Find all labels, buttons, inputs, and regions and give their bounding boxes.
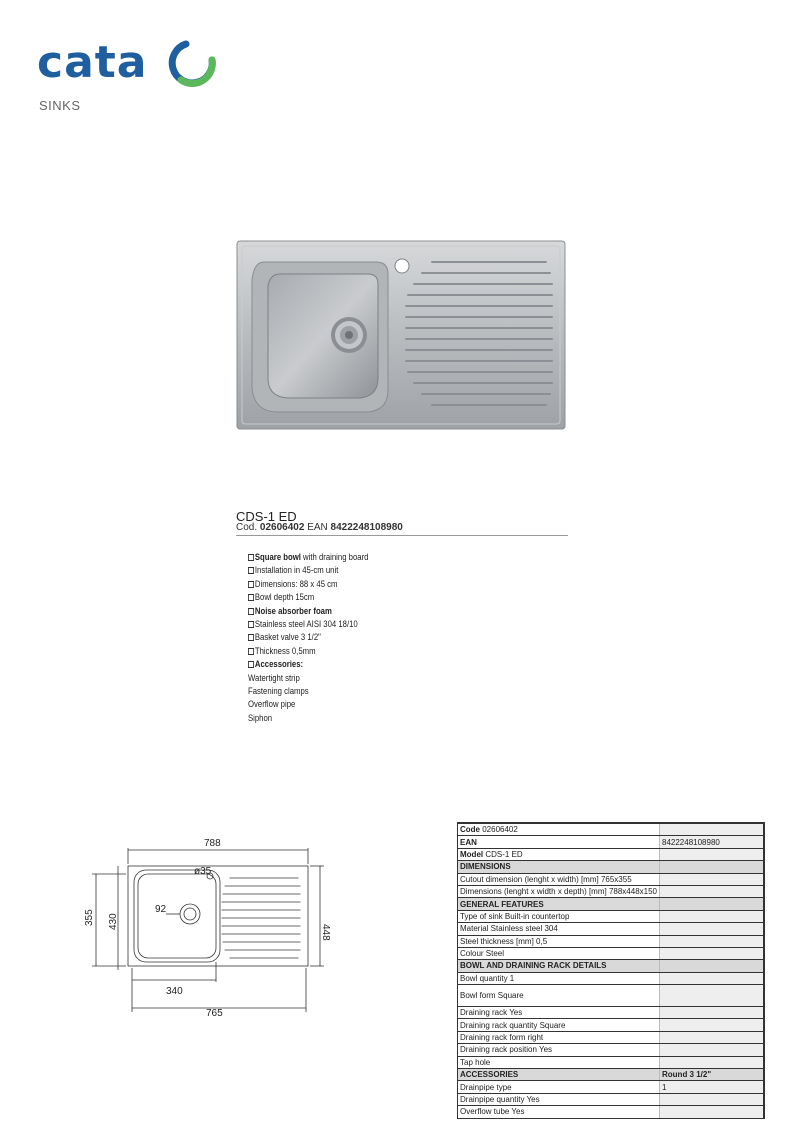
dim-bowl: 340: [166, 986, 183, 997]
cod-label: Cod.: [236, 522, 258, 533]
feature-item: [248, 658, 368, 671]
specs-value-cell: [660, 947, 765, 959]
specs-row: [458, 1093, 765, 1105]
specs-value-cell: [660, 1031, 765, 1043]
feature-item: [248, 564, 368, 577]
logo-wordmark: cata: [37, 37, 148, 88]
drawing-bowl: [138, 874, 216, 958]
specs-value-cell: [660, 1056, 765, 1068]
feature-item: [248, 605, 368, 618]
specs-value-cell: [660, 898, 765, 910]
specs-value-cell: [660, 1044, 765, 1056]
specs-label-cell: [458, 923, 660, 935]
specs-value: 02606402: [480, 825, 518, 835]
specs-value-cell: [660, 910, 765, 922]
specs-key: GENERAL FEATURES: [460, 899, 544, 909]
specs-value: Type of sink Built-in countertop: [460, 911, 570, 921]
specs-value-cell: [660, 1019, 765, 1031]
specs-value: Draining rack form right: [460, 1033, 544, 1043]
feature-item: [248, 551, 368, 564]
specs-label-cell: [458, 1069, 660, 1081]
title-divider: [236, 535, 568, 536]
feature-text: Stainless steel AISI 304 18/10: [254, 619, 358, 630]
sink-product-image: [236, 240, 566, 430]
specs-label-cell: [458, 1044, 660, 1056]
specs-row: [458, 848, 765, 860]
feature-bold: Accessories:: [254, 659, 304, 670]
feature-item: [248, 591, 368, 604]
specs-row: [458, 1106, 765, 1118]
feature-text: Bowl depth 15cm: [254, 592, 315, 603]
specs-label-cell: [458, 848, 660, 860]
specs-label-cell: [458, 836, 660, 848]
product-ean: 8422248108980: [330, 522, 403, 533]
feature-item: [248, 618, 368, 631]
specs-value-cell: [660, 972, 765, 984]
specs-label-cell: [458, 898, 660, 910]
specs-value: Bowl quantity 1: [460, 973, 515, 983]
specs-label-cell: [458, 873, 660, 885]
specs-key: BOWL AND DRAINING RACK DETAILS: [460, 961, 607, 971]
dim-right: 448: [320, 924, 331, 941]
checkbox-icon: [248, 634, 254, 641]
specs-label-cell: [458, 910, 660, 922]
specs-row: [458, 935, 765, 947]
specs-key: Code: [460, 825, 480, 835]
feature-bold: Square bowl: [254, 552, 301, 562]
specs-label-cell: [458, 823, 660, 836]
specs-row: [458, 947, 765, 959]
dim-width-bottom: 765: [206, 1008, 223, 1019]
specs-value-cell: [660, 1106, 765, 1118]
dim-left-inner: 430: [108, 913, 119, 930]
specs-value-cell: [660, 848, 765, 860]
specs-value: Draining rack quantity Square: [460, 1020, 566, 1030]
checkbox-icon: [248, 661, 254, 668]
specs-row: [458, 972, 765, 984]
feature-item: [248, 631, 368, 644]
checkbox-icon: [248, 581, 254, 588]
feature-text: Basket valve 3 1/2": [254, 632, 321, 643]
accessory-item: Watertight strip: [248, 672, 300, 683]
specs-value: Draining rack position Yes: [460, 1045, 553, 1055]
specs-value-cell: [660, 1007, 765, 1019]
specs-label-cell: [458, 935, 660, 947]
logo-swoosh-green-icon: [181, 60, 212, 84]
specs-value: Dimensions (lenght x width x depth) [mm] 788x448x150: [460, 887, 657, 897]
specs-row: [458, 1056, 765, 1068]
specs-label-cell: [458, 1081, 660, 1093]
specs-section-header: [458, 960, 765, 972]
checkbox-icon: [248, 554, 254, 561]
specs-value-cell: [660, 923, 765, 935]
specs-label-cell: [458, 1019, 660, 1031]
specs-row: [458, 1031, 765, 1043]
specs-row: [458, 923, 765, 935]
dim-width-top: 788: [204, 838, 221, 849]
specs-row: [458, 1044, 765, 1056]
specs-row: [458, 836, 765, 848]
feature-item: [248, 645, 368, 658]
specs-value-cell: [660, 1093, 765, 1105]
specs-value: CDS-1 ED: [483, 849, 523, 859]
feature-text: with draining board: [300, 552, 369, 562]
checkbox-icon: [248, 567, 254, 574]
specs-value: Colour Steel: [460, 949, 505, 959]
checkbox-icon: [248, 648, 254, 655]
specs-value-cell: Round 3 1/2": [660, 1069, 765, 1081]
specs-row: [458, 1007, 765, 1019]
feature-text: Dimensions: 88 x 45 cm: [254, 578, 338, 589]
specs-value: Cutout dimension (lenght x width) [mm] 765x355: [460, 874, 632, 884]
drawing-outline: [128, 866, 308, 966]
section-label: SINKS: [39, 98, 81, 113]
specs-section-header: [458, 1069, 765, 1081]
specs-label-cell: [458, 1106, 660, 1118]
specs-section-header: [458, 861, 765, 873]
specs-table: [457, 822, 765, 1119]
specs-value: Bowl form Square: [460, 991, 524, 1001]
accessory-item: Overflow pipe: [248, 699, 296, 710]
specs-label-cell: [458, 1056, 660, 1068]
specs-value-cell: 8422248108980: [660, 836, 765, 848]
dim-valve: 92: [155, 904, 167, 915]
specs-row: [458, 1019, 765, 1031]
specs-row: [458, 985, 765, 1007]
specs-value-cell: [660, 960, 765, 972]
feature-text: Thickness 0,5mm: [254, 645, 316, 656]
specs-label-cell: [458, 985, 660, 1007]
specs-value: Tap hole: [460, 1057, 491, 1067]
specs-row: [458, 910, 765, 922]
specs-value: Material Stainless steel 304: [460, 924, 558, 934]
specs-section-header: [458, 898, 765, 910]
feature-list: [248, 551, 388, 725]
accessory-item: Siphon: [248, 712, 273, 723]
drawing-valve: [180, 904, 200, 924]
specs-value: Overflow tube Yes: [460, 1107, 525, 1117]
technical-drawing: [80, 830, 350, 1020]
specs-key: Model: [460, 849, 484, 859]
product-code: 02606402: [259, 522, 305, 533]
specs-row: [458, 823, 765, 836]
specs-label-cell: [458, 1093, 660, 1105]
specs-value-cell: 1: [660, 1081, 765, 1093]
specs-value: Drainpipe type: [460, 1082, 512, 1092]
specs-value-cell: [660, 985, 765, 1007]
specs-label-cell: [458, 960, 660, 972]
product-code-line: [236, 522, 403, 533]
specs-label-cell: [458, 947, 660, 959]
specs-row: [458, 885, 765, 897]
checkbox-icon: [248, 608, 254, 615]
dim-left-outer: 355: [84, 909, 95, 926]
specs-value-cell: [660, 885, 765, 897]
specs-value-cell: [660, 861, 765, 873]
accessory-item: Fastening clamps: [248, 686, 309, 697]
specs-value-cell: [660, 873, 765, 885]
product-title: CDS-1 ED: [236, 509, 297, 524]
specs-value: Draining rack Yes: [460, 1008, 523, 1018]
checkbox-icon: [248, 594, 254, 601]
specs-key: EAN: [460, 837, 477, 847]
ean-label: EAN: [307, 522, 328, 533]
specs-value-cell: [660, 823, 765, 836]
specs-key: DIMENSIONS: [460, 862, 511, 872]
specs-label-cell: [458, 1031, 660, 1043]
checkbox-icon: [248, 621, 254, 628]
specs-key: ACCESSORIES: [460, 1070, 519, 1080]
specs-value: Steel thickness [mm] 0,5: [460, 936, 548, 946]
specs-value-cell: [660, 935, 765, 947]
specs-row: [458, 873, 765, 885]
feature-text: Installation in 45-cm unit: [254, 565, 339, 576]
dim-hole: ø35: [194, 866, 212, 877]
feature-item: [248, 578, 368, 591]
specs-value: Drainpipe quantity Yes: [460, 1095, 540, 1104]
specs-label-cell: [458, 1007, 660, 1019]
specs-label-cell: [458, 972, 660, 984]
specs-label-cell: [458, 885, 660, 897]
specs-label-cell: [458, 861, 660, 873]
specs-row: [458, 1081, 765, 1093]
feature-bold: Noise absorber foam: [254, 605, 332, 616]
